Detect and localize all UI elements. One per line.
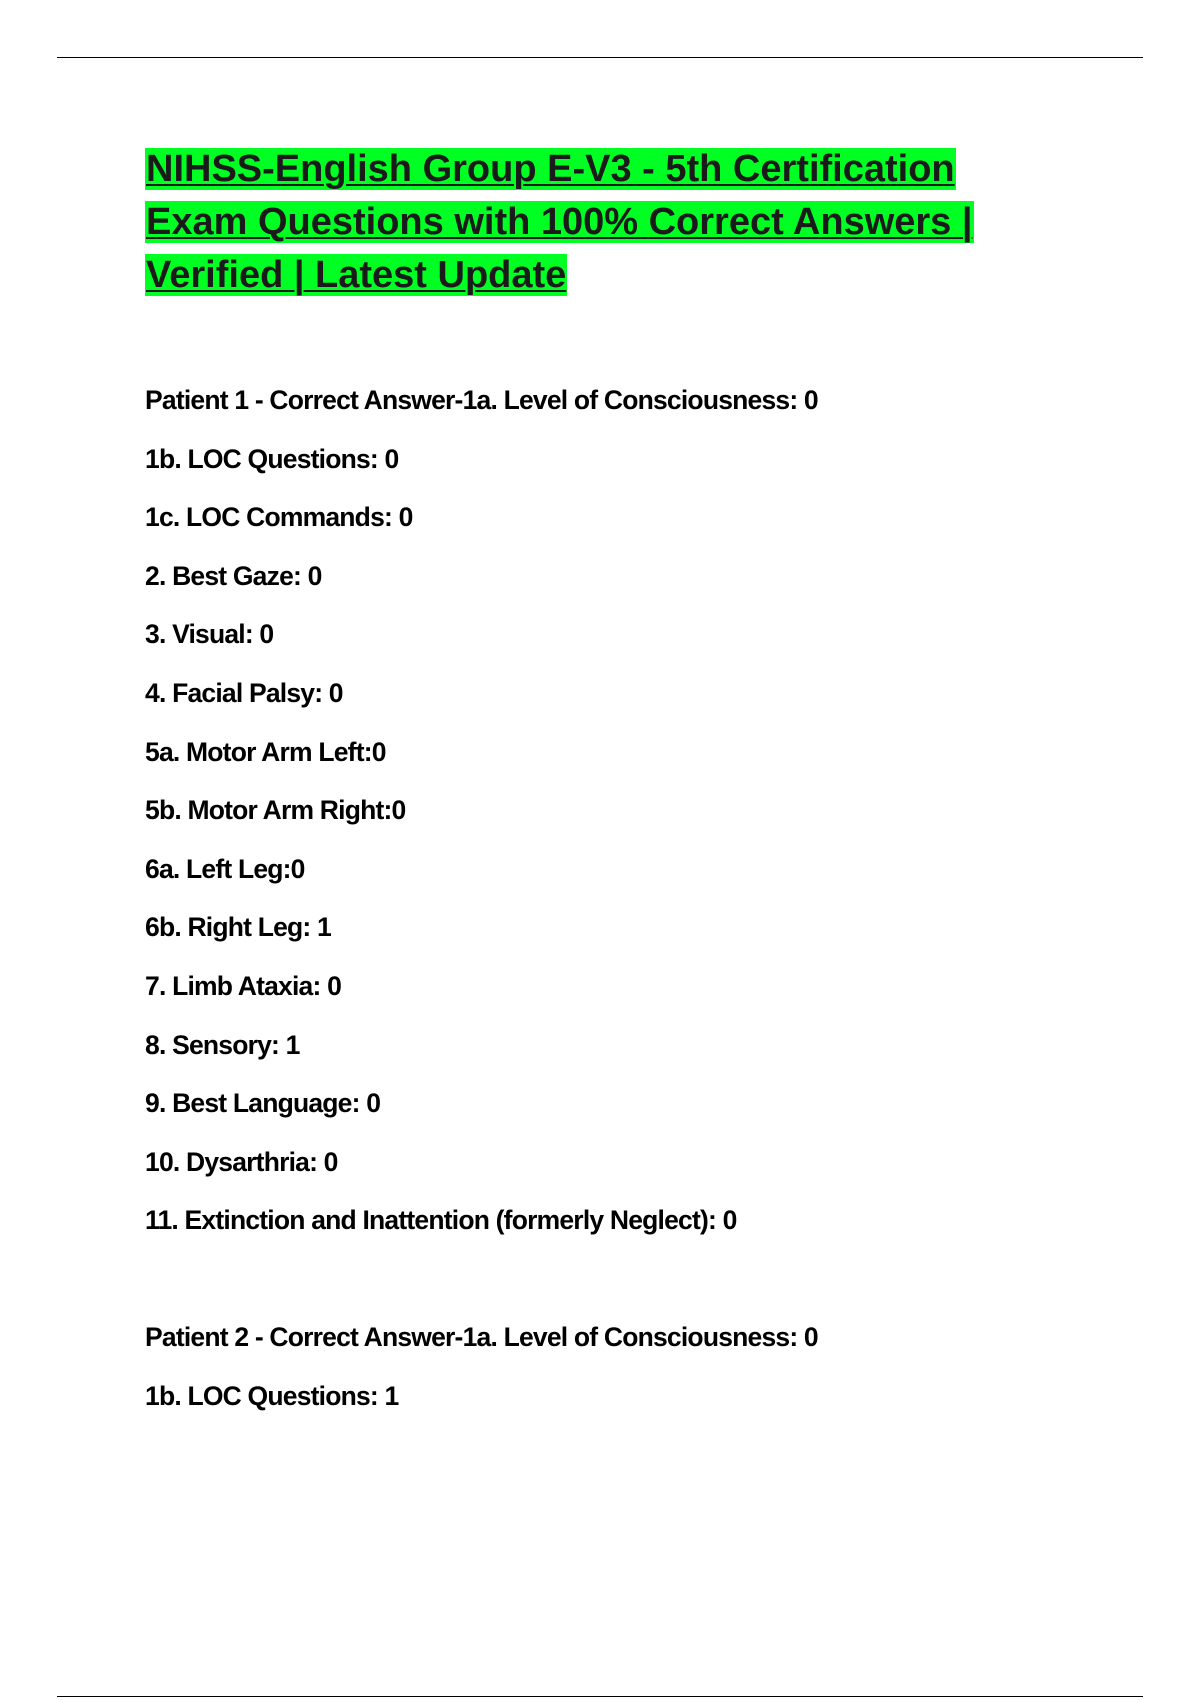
answer-line: 4. Facial Palsy: 0 (145, 677, 343, 708)
title-line-1: NIHSS-English Group E-V3 - 5th Certification (146, 148, 955, 190)
answer-line: 7. Limb Ataxia: 0 (145, 970, 342, 1001)
answer-line: 10. Dysarthria: 0 (145, 1146, 338, 1177)
document-title (145, 143, 1065, 302)
answer-line: 11. Extinction and Inattention (formerly Neglect): 0 (145, 1205, 737, 1236)
section-spacer (145, 1261, 1105, 1319)
title-line-3: Verified | Latest Update (146, 254, 567, 296)
answer-line: 8. Sensory: 1 (145, 1029, 300, 1060)
answer-line: 9. Best Language: 0 (145, 1088, 381, 1119)
top-rule (57, 57, 1143, 58)
answer-line: 2. Best Gaze: 0 (145, 560, 322, 591)
answer-line: 1b. LOC Questions: 1 (145, 1380, 399, 1411)
title-line-2: Exam Questions with 100% Correct Answers | (146, 201, 973, 243)
answer-line: 5a. Motor Arm Left:0 (145, 736, 386, 767)
answer-line: 1b. LOC Questions: 0 (145, 443, 399, 474)
answer-line: 5b. Motor Arm Right:0 (145, 795, 406, 826)
answer-line: 3. Visual: 0 (145, 619, 274, 650)
bottom-rule (57, 1696, 1143, 1697)
answer-line: 1c. LOC Commands: 0 (145, 502, 413, 533)
answer-line: 6a. Left Leg:0 (145, 853, 305, 884)
answer-list (145, 382, 1105, 1436)
patient-1-heading: Patient 1 - Correct Answer-1a. Level of Consciousness: 0 (145, 385, 818, 415)
patient-2-heading: Patient 2 - Correct Answer-1a. Level of Consciousness: 0 (145, 1321, 818, 1352)
answer-line: 6b. Right Leg: 1 (145, 912, 331, 943)
